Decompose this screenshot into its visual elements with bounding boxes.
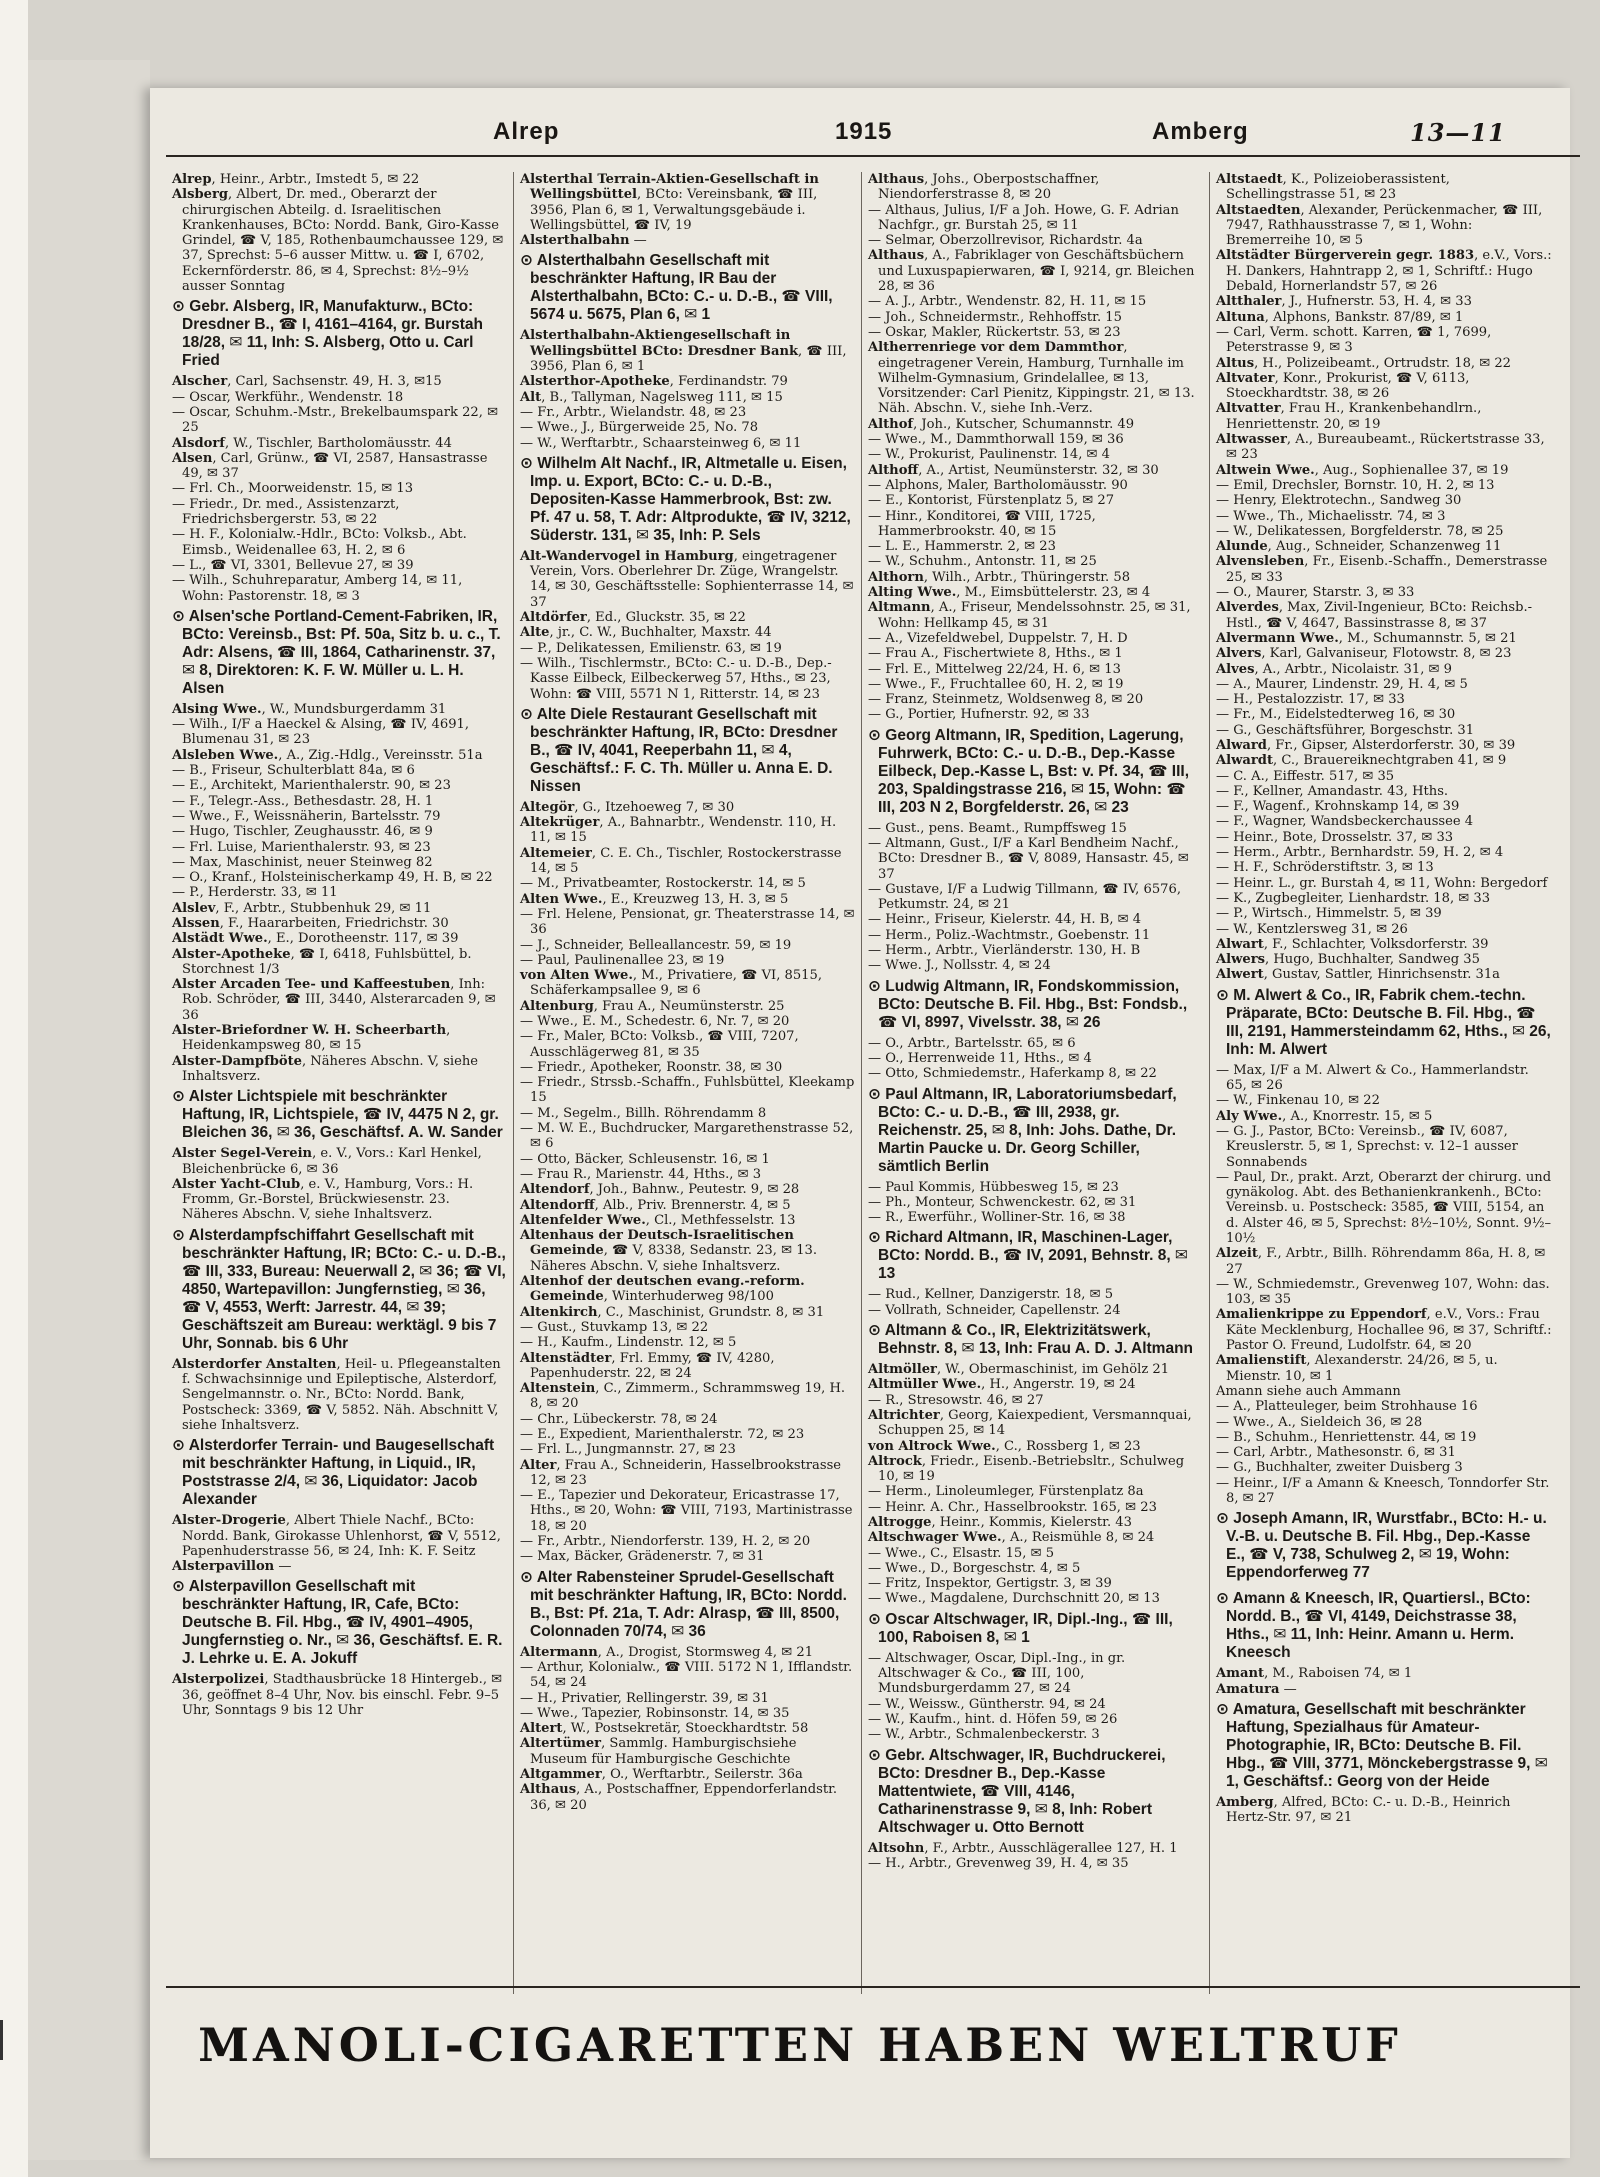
directory-entry: — H., Kaufm., Lindenstr. 12, ✉ 5: [520, 1335, 737, 1351]
directory-entry: — E., Expedient, Marienthalerstr. 72, ✉ 23: [520, 1427, 805, 1442]
directory-entry: — Alphons, Maler, Bartholomäusstr. 90: [868, 477, 1128, 493]
directory-column-4: [1210, 172, 1558, 1994]
directory-entry: — W., Finkenau 10, ✉ 22: [1216, 1093, 1380, 1109]
directory-entry: — J., Schneider, Belleallancestr. 59, ✉ 19: [520, 937, 792, 953]
directory-entry: — F., Kellner, Amandastr. 43, Hths.: [1216, 783, 1449, 799]
directory-entry: — Herm., Arbtr., Vierländerstr. 130, H. B: [868, 943, 1141, 959]
directory-entry: — Max, I/F a M. Alwert & Co., Hammerlandstr. 65, ✉ 26: [1216, 1062, 1529, 1094]
directory-entry: — H., Pestalozzistr. 17, ✉ 33: [1216, 692, 1405, 708]
directory-entry: — P., Herderstr. 33, ✉ 11: [172, 885, 338, 901]
directory-entry: — G., Portier, Hufnerstr. 92, ✉ 33: [868, 707, 1090, 723]
directory-entry: Altuna, Alphons, Bankstr. 87/89, ✉ 1: [1216, 309, 1464, 325]
directory-entry: — Frl. L., Jungmannstr. 27, ✉ 23: [520, 1442, 736, 1458]
directory-entry: — A., Maurer, Lindenstr. 29, H. 4, ✉ 5: [1216, 676, 1468, 692]
directory-entry: ⊙ Alsterdampfschiffahrt Gesellschaft mit beschränkter Haftung, IR; BCto: C.- u. D.-B., ☎ III, 333, Bureau: Neuerwall 2, ✉ 36; ☎ VI, 4850, Wartepavillon: Jungfernstieg, ✉ 36, ☎ V, 4553, Werft: Jarrestr. 44, ✉ 39; Geschäftszeit am Bureau: werktägl. 9 bis 7 Uhr, Sonnab. bis 6 Uhr: [172, 1226, 506, 1352]
directory-entry: — Wwe., J., Bürgerweide 25, No. 78: [520, 420, 759, 436]
directory-entry: Alster-Dampfböte, Näheres Abschn. V, siehe Inhaltsverz.: [172, 1053, 479, 1084]
directory-entry: Altenfelder Wwe., Cl., Methfesselstr. 13: [520, 1212, 796, 1228]
directory-entry: Altrichter, Georg, Kaiexpedient, Versmannquai, Schuppen 25, ✉ 14: [868, 1407, 1192, 1439]
directory-entry: — Henry, Elektrotechn., Sandweg 30: [1216, 493, 1462, 509]
directory-entry: Altendorf, Joh., Bahnw., Peutestr. 9, ✉ 28: [520, 1182, 800, 1198]
directory-entry: — K., Zugbegleiter, Lienhardstr. 18, ✉ 33: [1216, 890, 1491, 906]
directory-entry: Altenhaus der Deutsch-Israelitischen Gemeinde, ☎ V, 8338, Sedanstr. 23, ✉ 13. Näheres Abschn. V, siehe Inhaltsverz.: [520, 1228, 818, 1274]
directory-entry: Altstädter Bürgerverein gegr. 1883, e.V., Vors.: H. Dankers, Hahntrapp 2, ✉ 1, Schriftf.: Hugo Debald, Hornerlandstr 57, ✉ 26: [1216, 248, 1552, 295]
directory-entry: Altemeier, C. E. Ch., Tischler, Rostockerstrasse 14, ✉ 5: [520, 845, 842, 877]
directory-entry: Alves, A., Arbtr., Nicolaistr. 31, ✉ 9: [1216, 661, 1453, 677]
directory-entry: — Selmar, Oberzollrevisor, Richardstr. 4a: [868, 233, 1143, 249]
directory-entry: — Carl, Arbtr., Mathesonstr. 6, ✉ 31: [1216, 1445, 1456, 1461]
directory-entry: ⊙ Gebr. Altschwager, IR, Buchdruckerei, BCto: Dresdner B., Dep.-Kasse Mattentwiete, ☎ VIII, 4146, Catharinenstrasse 9, ✉ 8, Inh: Robert Altschwager u. Otto Bernott: [868, 1746, 1166, 1836]
directory-entry: Althaus, Johs., Oberpostschaffner, Niendorferstrasse 8, ✉ 20: [868, 172, 1100, 203]
directory-entry: — Carl, Verm. schott. Karren, ☎ 1, 7699, Peterstrasse 9, ✉ 3: [1216, 324, 1492, 356]
directory-entry: — Altmann, Gust., I/F a Karl Bendheim Nachf., BCto: Dresdner B., ☎ V, 8089, Hansastr. 45, ✉ 37: [868, 835, 1189, 882]
directory-entry: — W., Schmiedemstr., Grevenweg 107, Wohn: das. 103, ✉ 35: [1216, 1276, 1550, 1308]
header-rule: [166, 155, 1580, 157]
directory-entry: — G. J., Pastor, BCto: Vereinsb., ☎ IV, 6087, Kreuslerstr. 5, ✉ 1, Sprechst: v. 12–1 ausser Sonnabends: [1216, 1123, 1518, 1170]
directory-entry: Altenburg, Frau A., Neumünsterstr. 25: [520, 998, 785, 1014]
advertisement-banner: MANOLI-CIGARETTEN HABEN WELTRUF: [198, 2018, 1402, 2072]
directory-entry: — Wwe., M., Dammthorwall 159, ✉ 36: [868, 432, 1124, 448]
directory-entry: — Herm., Poliz.-Wachtmstr., Goebenstr. 11: [868, 927, 1151, 943]
directory-entry: Alward, Fr., Gipser, Alsterdorferstr. 30, ✉ 39: [1216, 737, 1516, 753]
directory-entry: — G., Buchhalter, zweiter Duisberg 3: [1216, 1460, 1463, 1476]
directory-entry: — Wwe., C., Elsastr. 15, ✉ 5: [868, 1545, 1055, 1561]
directory-entry: Alte, jr., C. W., Buchhalter, Maxstr. 44: [520, 625, 772, 641]
directory-entry: — O., Kranf., Holsteinischerkamp 49, H. B, ✉ 22: [172, 870, 493, 886]
directory-entry: — Wwe., D., Borgeschstr. 4, ✉ 5: [868, 1560, 1081, 1576]
directory-entry: — Friedr., Strssb.-Schaffn., Fuhlsbüttel, Kleekamp 15: [520, 1075, 855, 1106]
directory-entry: ⊙ Amann & Kneesch, IR, Quartiersl., BCto: Nordd. B., ☎ VI, 4149, Deichstrasse 38, Hths., ✉ 11, Inh: Heinr. Amann u. Herm. Kneesch: [1216, 1590, 1531, 1662]
directory-entry: — Wilh., Tischlermstr., BCto: C.- u. D.-B., Dep.-Kasse Eilbeck, Eilbeckerweg 57, Hths., ✉ 23, Wohn: ☎ VIII, 5571 N 1, Ritterstr. 14, ✉ 23: [520, 655, 832, 702]
directory-entry: — Heinr., Friseur, Kielerstr. 44, H. B, ✉ 4: [868, 912, 1142, 928]
directory-entry: — O., Arbtr., Bartelsstr. 65, ✉ 6: [868, 1035, 1076, 1051]
directory-entry: Alsdorf, W., Tischler, Bartholomäusstr. 44: [172, 435, 452, 451]
directory-entry: — A. J., Arbtr., Wendenstr. 82, H. 11, ✉ 15: [868, 294, 1147, 310]
directory-entry: ⊙ Alsterpavillon Gesellschaft mit beschränkter Haftung, IR, Cafe, BCto: Deutsche B. Fil. Hbg., ☎ IV, 4901–4905, Jungfernstieg o. Nr., ✉ 36, Geschäftsf. E. R. J. Lehrke u. E. A. Jokuff: [172, 1578, 503, 1668]
directory-entry: — H. F., Schröderstiftstr. 3, ✉ 13: [1216, 860, 1434, 876]
directory-entry: ⊙ Alsterthalbahn Gesellschaft mit beschränkter Haftung, IR Bau der Alsterthalbahn, BCto: C.- u. D.-B., ☎ VIII, 5674 u. 5675, Plan 6, ✉ 1: [520, 252, 833, 324]
directory-entry: Altgammer, O., Werftarbtr., Seilerstr. 36a: [520, 1767, 803, 1783]
directory-entry: — E., Kontorist, Fürstenplatz 5, ✉ 27: [868, 493, 1115, 509]
directory-entry: Alwert, Gustav, Sattler, Hinrichsenstr. 31a: [1216, 967, 1500, 983]
directory-entry: — C. A., Eiffestr. 517, ✉ 35: [1216, 768, 1395, 784]
directory-entry: Altekrüger, A., Bahnarbtr., Wendenstr. 110, H. 11, ✉ 15: [520, 815, 837, 846]
directory-entry: — Vollrath, Schneider, Capellenstr. 24: [868, 1302, 1121, 1318]
directory-entry: — Fr., Arbtr., Wielandstr. 48, ✉ 23: [520, 404, 747, 420]
directory-entry: — B., Friseur, Schulterblatt 84a, ✉ 6: [172, 763, 415, 779]
directory-entry: Altherrenriege vor dem Dammthor, eingetragener Verein, Hamburg, Turnhalle im Wilhelm-Gymnasium, Grindelallee, ✉ 13, Vorsitzender: Carl Pienitz, Kippingstr. 21, ✉ 13. Näh. Abschn. V., siehe Inh.-Verz.: [868, 340, 1195, 417]
directory-entry: Altegör, G., Itzehoeweg 7, ✉ 30: [520, 799, 735, 815]
directory-entry: — Rud., Kellner, Danzigerstr. 18, ✉ 5: [868, 1287, 1114, 1303]
directory-columns: [166, 172, 1566, 1994]
directory-entry: Alster Segel-Verein, e. V., Vors.: Karl Henkel, Bleichenbrücke 6, ✉ 36: [172, 1146, 482, 1177]
directory-entry: — Wwe., Th., Michaelisstr. 74, ✉ 3: [1216, 508, 1446, 524]
directory-entry: Amann siehe auch Ammann: [1216, 1383, 1401, 1399]
directory-entry: Amatura —: [1216, 1681, 1297, 1697]
directory-entry: — P., Delikatessen, Emilienstr. 63, ✉ 19: [520, 640, 782, 656]
directory-entry: Alsleben Wwe., A., Zig.-Hdlg., Vereinsstr. 51a: [172, 747, 483, 763]
directory-entry: — Wwe. J., Nollsstr. 4, ✉ 24: [868, 958, 1051, 974]
directory-entry: — Herm., Arbtr., Bernhardstr. 59, H. 2, ✉ 4: [1216, 845, 1504, 861]
directory-entry: — Fritz, Inspektor, Gertigstr. 3, ✉ 39: [868, 1576, 1112, 1592]
directory-entry: — Frau A., Fischertwiete 8, Hths., ✉ 1: [868, 646, 1123, 662]
directory-entry: Altenstädter, Frl. Emmy, ☎ IV, 4280, Papenhuderstr. 22, ✉ 24: [520, 1350, 775, 1381]
directory-entry: Altendorff, Alb., Priv. Brennerstr. 4, ✉ 5: [520, 1197, 791, 1213]
directory-entry: — Frl. Ch., Moorweidenstr. 15, ✉ 13: [172, 481, 414, 497]
directory-entry: — Fr., Arbtr., Niendorferstr. 139, H. 2, ✉ 20: [520, 1534, 811, 1550]
directory-entry: Amberg, Alfred, BCto: C.- u. D.-B., Heinrich Hertz-Str. 97, ✉ 21: [1216, 1794, 1511, 1826]
directory-entry: ⊙ Alsterdorfer Terrain- und Baugesellschaft mit beschränkter Haftung, in Liquid., IR, Poststrasse 2/4, ✉ 36, Liquidator: Jacob Alexander: [172, 1437, 495, 1509]
directory-entry: — Heinr. L., gr. Burstah 4, ✉ 11, Wohn: Bergedorf: [1216, 875, 1548, 891]
directory-entry: Altvatter, Frau H., Krankenbehandlrn., Henriettenstr. 20, ✉ 19: [1216, 401, 1482, 432]
directory-entry: Alt, B., Tallyman, Nagelsweg 111, ✉ 15: [520, 389, 783, 405]
directory-entry: — Arthur, Kolonialw., ☎ VIII. 5172 N 1, Ifflandstr. 54, ✉ 24: [520, 1659, 853, 1691]
directory-entry: — A., Vizefeldwebel, Duppelstr. 7, H. D: [868, 630, 1128, 646]
directory-entry: — Heinr., Bote, Drosselstr. 37, ✉ 33: [1216, 829, 1454, 845]
directory-entry: — A., Platteuleger, beim Strohhause 16: [1216, 1399, 1478, 1415]
directory-entry: — Oscar, Schuhm.-Mstr., Brekelbaumspark 22, ✉ 25: [172, 404, 499, 436]
running-head-year: 1915: [835, 118, 893, 145]
directory-entry: ⊙ Paul Altmann, IR, Laboratoriumsbedarf, BCto: C.- u. D.-B., ☎ III, 2938, gr. Reichenstr. 25, ✉ 8, Inh: Johs. Dathe, Dr. Martin Paucke u. Dr. Georg Schiller, sämtlich Berlin: [868, 1085, 1177, 1175]
directory-entry: ⊙ Amatura, Gesellschaft mit beschränkter Haftung, Spezialhaus für Amateur-Photographie, IR, BCto: Deutsche B. Fil. Hbg., ☎ VIII, 3771, Mönckebergstrasse 9, ✉ 1, Geschäftsf.: Georg von der Heide: [1216, 1700, 1548, 1790]
directory-entry: Altmüller Wwe., H., Angerstr. 19, ✉ 24: [868, 1377, 1136, 1393]
directory-entry: ⊙ Wilhelm Alt Nachf., IR, Altmetalle u. Eisen, Imp. u. Export, BCto: C.- u. D.-B., Depositen-Kasse Hammerbrook, Bst: zw. Pf. 47 u. 58, T. Adr: Altprodukte, ☎ IV, 3212, Süderstr. 131, ✉ 35, Inh: P. Sels: [520, 454, 851, 544]
directory-entry: Altrogge, Heinr., Kommis, Kielerstr. 43: [868, 1515, 1132, 1530]
directory-entry: — Otto, Bäcker, Schleusenstr. 16, ✉ 1: [520, 1151, 770, 1167]
directory-entry: — Otto, Schmiedemstr., Haferkamp 8, ✉ 22: [868, 1066, 1157, 1082]
directory-entry: Alster-Briefordner W. H. Scheerbarth, Heidenkampsweg 80, ✉ 15: [172, 1023, 451, 1054]
directory-entry: ⊙ Alster Lichtspiele mit beschränkter Haftung, IR, Lichtspiele, ☎ IV, 4475 N 2, gr. Bleichen 36, ✉ 36, Geschäftsf. A. W. Sander: [172, 1088, 503, 1142]
directory-entry: — Wwe., Tapezier, Robinsonstr. 14, ✉ 35: [520, 1705, 790, 1721]
directory-entry: Altstaedten, Alexander, Perückenmacher, ☎ III, 7947, Rathhausstrasse 7, ✉ 1, Wohn: Bremerreihe 10, ✉ 5: [1216, 202, 1543, 249]
directory-entry: Alsterdorfer Anstalten, Heil- u. Pflegeanstalten f. Schwachsinnige und Epileptische, Alsterdorf, Sengelmannstr. o. Nr., BCto: Nordd. Bank, Postscheck: 3369, ☎ V, 5852. Näh. Abschnitt V, siehe Inhaltsverz.: [172, 1356, 501, 1433]
directory-entry: Alster Yacht-Club, e. V., Hamburg, Vors.: H. Fromm, Gr.-Borstel, Brückwiesenstr. 23. Näheres Abschn. V, siehe Inhaltsverz.: [172, 1176, 474, 1223]
directory-entry: Altenhof der deutschen evang.-reform. Gemeinde, Winterhuderweg 98/100: [520, 1274, 805, 1305]
directory-entry: — Fr., Maler, BCto: Volksb., ☎ VIII, 7207, Ausschlägerweg 81, ✉ 35: [520, 1029, 799, 1060]
directory-entry: — G., Geschäftsführer, Borgeschstr. 31: [1216, 722, 1475, 738]
directory-entry: Alvensleben, Fr., Eisenb.-Schaffn., Demerstrasse 25, ✉ 33: [1216, 554, 1548, 585]
directory-entry: Altus, H., Polizeibeamt., Ortrudstr. 18, ✉ 22: [1216, 355, 1512, 371]
directory-entry: ⊙ Ludwig Altmann, IR, Fondskommission, BCto: Deutsche B. Fil. Hbg., Bst: Fondsb., ☎ VI, 8997, Vivelsstr. 38, ✉ 26: [868, 977, 1188, 1031]
directory-entry: — W., Weissw., Güntherstr. 94, ✉ 24: [868, 1696, 1106, 1712]
directory-entry: Althoff, A., Artist, Neumünsterstr. 32, ✉ 30: [868, 462, 1159, 478]
directory-entry: — O., Maurer, Starstr. 3, ✉ 33: [1216, 585, 1415, 601]
directory-entry: — W., Delikatessen, Borgfelderstr. 78, ✉ 25: [1216, 523, 1504, 539]
directory-entry: Alunde, Aug., Schneider, Schanzenweg 11: [1216, 539, 1502, 555]
directory-entry: — Wwe., E. M., Schedestr. 6, Nr. 7, ✉ 20: [520, 1013, 790, 1029]
directory-entry: — Ph., Monteur, Schwenckestr. 62, ✉ 31: [868, 1194, 1137, 1210]
directory-entry: ⊙ Alte Diele Restaurant Gesellschaft mit beschränkter Haftung, IR, BCto: Dresdner B., ☎ IV, 4041, Reeperbahn 11, ✉ 4, Geschäftsf.: F. C. Th. Müller u. Anna E. D. Nissen: [520, 705, 838, 795]
directory-entry: Alvers, Karl, Galvaniseur, Flotowstr. 8, ✉ 23: [1216, 646, 1512, 662]
directory-entry: — Frau R., Marienstr. 44, Hths., ✉ 3: [520, 1166, 762, 1182]
directory-entry: Altwasser, A., Bureaubeamt., Rückertstrasse 33, ✉ 23: [1216, 432, 1545, 463]
directory-entry: — Heinr. A. Chr., Hasselbrookstr. 165, ✉ 23: [868, 1499, 1157, 1515]
directory-entry: — H., Arbtr., Grevenweg 39, H. 4, ✉ 35: [868, 1855, 1129, 1871]
directory-entry: — Max, Maschinist, neuer Steinweg 82: [172, 854, 433, 870]
directory-entry: — F., Wagner, Wandsbeckerchaussee 4: [1216, 814, 1474, 830]
directory-entry: Alzeit, F., Arbtr., Billh. Röhrendamm 86a, H. 8, ✉ 27: [1216, 1246, 1546, 1277]
directory-entry: ⊙ Richard Altmann, IR, Maschinen-Lager, BCto: Nordd. B., ☎ IV, 2091, Behnstr. 8, ✉ 13: [868, 1229, 1188, 1283]
directory-entry: — Wwe., F., Weissnäherin, Bartelsstr. 79: [172, 808, 441, 824]
directory-entry: Alsen, Carl, Grünw., ☎ VI, 2587, Hansastrasse 49, ✉ 37: [172, 450, 488, 482]
directory-entry: — Herm., Linoleumleger, Fürstenplatz 8a: [868, 1484, 1144, 1500]
directory-entry: Alter, Frau A., Schneiderin, Hasselbrookstrasse 12, ✉ 23: [520, 1457, 842, 1488]
directory-entry: — W., Schuhm., Antonstr. 11, ✉ 25: [868, 554, 1097, 570]
directory-entry: Altenkirch, C., Maschinist, Grundstr. 8, ✉ 31: [520, 1304, 825, 1320]
directory-entry: Altenstein, C., Zimmerm., Schrammsweg 19, H. 8, ✉ 20: [520, 1381, 846, 1412]
directory-entry: Alsterpavillon —: [172, 1559, 292, 1575]
directory-entry: — O., Herrenweide 11, Hths., ✉ 4: [868, 1050, 1092, 1066]
directory-entry: Alssen, F., Haararbeiten, Friedrichstr. 30: [172, 915, 449, 931]
directory-entry: — H. F., Kolonialw.-Hdlr., BCto: Volksb., Abt. Eimsb., Weidenallee 63, H. 2, ✉ 6: [172, 527, 467, 558]
directory-entry: Altmann, A., Friseur, Mendelssohnstr. 25, ✉ 31, Wohn: Hellkamp 45, ✉ 31: [868, 600, 1191, 631]
directory-entry: ⊙ Joseph Amann, IR, Wurstfabr., BCto: H.- u. V.-B. u. Deutsche B. Fil. Hbg., Dep.-Kasse E., ☎ V, 738, Schulweg 2, ✉ 19, Wohn: Eppendorferweg 77: [1216, 1510, 1547, 1582]
directory-entry: Altthaler, J., Hufnerstr. 53, H. 4, ✉ 33: [1216, 294, 1472, 310]
directory-entry: — E., Tapezier und Dekorateur, Ericastrasse 17, Hths., ✉ 20, Wohn: ☎ VIII, 7193, Martinistrasse 18, ✉ 20: [520, 1488, 853, 1534]
directory-entry: Alverdes, Max, Zivil-Ingenieur, BCto: Reichsb.-Hstl., ☎ V, 4647, Bassinstrasse 8, ✉ 37: [1216, 600, 1533, 631]
directory-entry: — M. W. E., Buchdrucker, Margarethenstrasse 52, ✉ 6: [520, 1121, 854, 1152]
directory-entry: Althof, Joh., Kutscher, Schumannstr. 49: [868, 416, 1135, 432]
directory-entry: — Friedr., Dr. med., Assistenzarzt, Friedrichsbergerstr. 53, ✉ 22: [172, 496, 400, 528]
directory-entry: — L., ☎ VI, 3301, Bellevue 27, ✉ 39: [172, 557, 414, 573]
directory-entry: Amant, M., Raboisen 74, ✉ 1: [1216, 1666, 1413, 1682]
directory-entry: Amalienkrippe zu Eppendorf, e.V., Vors.: Frau Käte Mecklenburg, Hochallee 96, ✉ 37, Schriftf.: Pastor O. Freund, Ludolfstr. 64, ✉ 20: [1216, 1307, 1552, 1354]
directory-entry: — W., Kaufm., hint. d. Höfen 59, ✉ 26: [868, 1711, 1118, 1727]
page-edge-mark: [0, 2020, 13, 2060]
directory-entry: Althorn, Wilh., Arbtr., Thüringerstr. 58: [868, 569, 1131, 585]
directory-entry: ⊙ M. Alwert & Co., IR, Fabrik chem.-techn. Präparate, BCto: Deutsche B. Fil. Hbg., ☎ III, 2191, Hammersteindamm 62, Hths., ✉ 26, Inh: M. Alwert: [1216, 986, 1551, 1058]
directory-entry: Altermann, A., Drogist, Stormsweg 4, ✉ 21: [520, 1644, 814, 1660]
directory-entry: — Wwe., A., Sieldeich 36, ✉ 28: [1216, 1414, 1423, 1430]
directory-entry: — Paul Kommis, Hübbesweg 15, ✉ 23: [868, 1179, 1119, 1195]
directory-entry: — Paul, Dr., prakt. Arzt, Oberarzt der chirurg. und gynäkolog. Abt. des Bethanienkrankenh., BCto: Vereinsb. u. Postscheck: 3585, ☎ VIII, 5154, an d. Alster 46, ✉ 5, Sprechst: 8½–10½, Sonnt. 9½–10½: [1216, 1169, 1552, 1246]
directory-entry: Alsterpolizei, Stadthausbrücke 18 Hintergeb., ✉ 36, geöffnet 8–4 Uhr, Nov. bis einschl. Febr. 9–5 Uhr, Sonntags 9 bis 12 Uhr: [172, 1672, 503, 1718]
directory-entry: Aly Wwe., A., Knorrestr. 15, ✉ 5: [1216, 1108, 1433, 1124]
directory-entry: Alwardt, C., Brauereiknechtgraben 41, ✉ 9: [1216, 753, 1507, 769]
directory-entry: — Frl. Luise, Marienthalerstr. 93, ✉ 23: [172, 839, 431, 855]
directory-entry: ⊙ Alsen'sche Portland-Cement-Fabriken, IR, BCto: Vereinsb., Bst: Pf. 50a, Sitz b. u. c., T. Adr: Alsens, ☎ III, 1864, Catharinenstr. 37, ✉ 8, Direktoren: K. F. W. Müller u. L. H. Alsen: [172, 607, 501, 697]
directory-entry: — Oscar, Werkführ., Wendenstr. 18: [172, 389, 404, 405]
directory-entry: — W., Werftarbtr., Schaarsteinweg 6, ✉ 11: [520, 435, 802, 451]
running-head-last-entry: Amberg: [1152, 118, 1249, 145]
directory-entry: Alster-Drogerie, Albert Thiele Nachf., BCto: Nordd. Bank, Girokasse Uhlenhorst, ☎ V, 5512, Papenhuderstrasse 56, ✉ 24, Inh: K. F. Seitz: [172, 1513, 501, 1559]
directory-entry: Alsterthalbahn-Aktiengesellschaft in Wellingsbüttel BCto: Dresdner Bank, ☎ III, 3956, Plan 6, ✉ 1: [520, 328, 847, 375]
directory-entry: Altstaedt, K., Polizeioberassistent, Schellingstrasse 51, ✉ 23: [1216, 172, 1450, 203]
directory-entry: Alsterthor-Apotheke, Ferdinandstr. 79: [520, 374, 788, 390]
directory-entry: Alstädt Wwe., E., Dorotheenstr. 117, ✉ 39: [172, 931, 459, 947]
directory-entry: Altert, W., Postsekretär, Stoeckhardtstr. 58: [520, 1721, 809, 1737]
footer-rule: [166, 1986, 1580, 1988]
directory-entry: — Gust., Stuvkamp 13, ✉ 22: [520, 1319, 709, 1335]
directory-entry: — R., Ewerführ., Wolliner-Str. 16, ✉ 38: [868, 1210, 1126, 1226]
directory-entry: — Altschwager, Oscar, Dipl.-Ing., in gr. Altschwager & Co., ☎ III, 100, Mundsburgerdamm 27, ✉ 24: [868, 1650, 1126, 1697]
directory-column-2: [514, 172, 862, 1994]
directory-entry: — Oskar, Makler, Rückertstr. 53, ✉ 23: [868, 324, 1121, 340]
directory-entry: — Wwe., F., Fruchtallee 60, H. 2, ✉ 19: [868, 676, 1124, 692]
directory-entry: Alsberg, Albert, Dr. med., Oberarzt der chirurgischen Abteilg. d. Israelitischen Krankenhauses, BCto: Nordd. Bank, Giro-Kasse Grindel, ☎ V, 185, Rothenbaumchaussee 129, ✉ 37, Sprechst: 5–6 ausser Mittw. u. ☎ I, 6702, Eckernförderstr. 86, ✉ 4, Sprechst: 8½–9½ ausser Sonntag: [172, 187, 504, 295]
directory-entry: — Chr., Lübeckerstr. 78, ✉ 24: [520, 1411, 718, 1427]
directory-entry: — Emil, Drechsler, Bornstr. 10, H. 2, ✉ 13: [1216, 477, 1495, 493]
directory-entry: Alsterthalbahn —: [520, 233, 647, 249]
directory-entry: — Gust., pens. Beamt., Rumpffsweg 15: [868, 820, 1127, 836]
directory-entry: Alvermann Wwe., M., Schumannstr. 5, ✉ 21: [1216, 630, 1517, 646]
directory-entry: ⊙ Oscar Altschwager, IR, Dipl.-Ing., ☎ III, 100, Raboisen 8, ✉ 1: [868, 1610, 1173, 1646]
page-binding-shadow: [28, 60, 150, 2160]
directory-entry: Alsing Wwe., W., Mundsburgerdamm 31: [172, 701, 447, 717]
directory-entry: — W., Kentzlersweg 31, ✉ 26: [1216, 921, 1408, 937]
directory-entry: Altsohn, F., Arbtr., Ausschlägerallee 127, H. 1: [868, 1840, 1178, 1856]
directory-entry: Altertümer, Sammlg. Hamburgischsiehe Museum für Hamburgische Geschichte: [520, 1736, 797, 1767]
directory-entry: Altwein Wwe., Aug., Sophienallee 37, ✉ 19: [1216, 462, 1509, 478]
directory-entry: — Frl. E., Mittelweg 22/24, H. 6, ✉ 13: [868, 661, 1121, 677]
directory-entry: von Alten Wwe., M., Privatiere, ☎ VI, 8515, Schäferkampsallee 9, ✉ 6: [520, 968, 823, 999]
directory-entry: Altmöller, W., Obermaschinist, im Gehölz 21: [868, 1362, 1170, 1378]
directory-entry: ⊙ Altmann & Co., IR, Elektrizitätswerk, Behnstr. 8, ✉ 13, Inh: Frau A. D. J. Altmann: [868, 1322, 1194, 1358]
directory-entry: Alscher, Carl, Sachsenstr. 49, H. 3, ✉15: [172, 374, 442, 390]
directory-entry: — Max, Bäcker, Grädenerstr. 7, ✉ 31: [520, 1549, 765, 1565]
running-head-first-entry: Alrep: [493, 118, 560, 145]
directory-entry: Alrep, Heinr., Arbtr., Imstedt 5, ✉ 22: [172, 172, 420, 187]
directory-entry: — Frl. Helene, Pensionat, gr. Theaterstrasse 14, ✉ 36: [520, 906, 855, 938]
directory-entry: — Hinr., Konditorei, ☎ VIII, 1725, Hammerbrookstr. 40, ✉ 15: [868, 508, 1096, 539]
directory-entry: — Fr., M., Eidelstedterweg 16, ✉ 30: [1216, 707, 1456, 723]
directory-entry: Altrock, Friedr., Eisenb.-Betriebsltr., Schulweg 10, ✉ 19: [868, 1453, 1185, 1485]
directory-entry: — Paul, Paulinenallee 23, ✉ 19: [520, 952, 725, 968]
directory-entry: Altschwager Wwe., A., Reismühle 8, ✉ 24: [868, 1530, 1155, 1546]
directory-entry: — E., Architekt, Marienthalerstr. 90, ✉ 23: [172, 778, 451, 794]
directory-column-3: [862, 172, 1210, 1994]
directory-entry: — W., Prokurist, Paulinenstr. 14, ✉ 4: [868, 447, 1111, 463]
page-number: 13—11: [1410, 118, 1506, 147]
directory-entry: — Friedr., Apotheker, Roonstr. 38, ✉ 30: [520, 1059, 783, 1075]
directory-entry: — Franz, Steinmetz, Woldsenweg 8, ✉ 20: [868, 692, 1144, 708]
directory-entry: — Heinr., I/F a Amann & Kneesch, Tonndorfer Str. 8, ✉ 27: [1216, 1475, 1550, 1507]
directory-entry: — Joh., Schneidermstr., Rehhoffstr. 15: [868, 309, 1122, 325]
directory-entry: Althaus, A., Postschaffner, Eppendorferlandstr. 36, ✉ 20: [520, 1782, 838, 1813]
directory-entry: Alten Wwe., E., Kreuzweg 13, H. 3, ✉ 5: [520, 891, 789, 907]
directory-entry: — F., Telegr.-Ass., Bethesdastr. 28, H. 1: [172, 793, 434, 809]
directory-entry: — R., Stresowstr. 46, ✉ 27: [868, 1392, 1044, 1408]
directory-entry: Altvater, Konr., Prokurist, ☎ V, 6113, Stoeckhardtstr. 38, ✉ 26: [1216, 370, 1470, 402]
directory-entry: — Wilh., I/F a Haeckel & Alsing, ☎ IV, 4691, Blumenau 31, ✉ 23: [172, 717, 470, 748]
directory-entry: Althaus, A., Fabriklager von Geschäftsbüchern und Luxuspapierwaren, ☎ I, 9214, gr. Bleichen 28, ✉ 36: [868, 248, 1195, 295]
directory-entry: Altdörfer, Ed., Gluckstr. 35, ✉ 22: [520, 610, 746, 626]
directory-entry: Alt-Wandervogel in Hamburg, eingetragener Verein, Vors. Oberlehrer Dr. Züge, Wrangelstr. 14, ✉ 30, Geschäftsstelle: Sophienterrasse 14, ✉ 37: [520, 548, 854, 610]
directory-entry: — Wwe., Magdalene, Durchschnitt 20, ✉ 13: [868, 1591, 1160, 1607]
directory-entry: — L. E., Hammerstr. 2, ✉ 23: [868, 539, 1056, 555]
directory-entry: Alsterthal Terrain-Aktien-Gesellschaft in Wellingsbüttel, BCto: Vereinsbank, ☎ III, 3956, Plan 6, ✉ 1, Verwaltungsgebäude i. Wellingsbüttel, ☎ IV, 19: [520, 172, 819, 233]
directory-entry: — P., Wirtsch., Himmelstr. 5, ✉ 39: [1216, 906, 1442, 922]
directory-entry: ⊙ Gebr. Alsberg, IR, Manufakturw., BCto: Dresdner B., ☎ I, 4161–4164, gr. Burstah 18/28, ✉ 11, Inh: S. Alsberg, Otto u. Carl Fried: [172, 298, 484, 370]
directory-entry: Alwart, F., Schlachter, Volksdorferstr. 39: [1216, 936, 1489, 952]
directory-entry: Alslev, F., Arbtr., Stubbenhuk 29, ✉ 11: [172, 900, 432, 916]
directory-entry: — M., Privatbeamter, Rostockerstr. 14, ✉ 5: [520, 876, 806, 892]
directory-entry: — W., Arbtr., Schmalenbeckerstr. 3: [868, 1727, 1100, 1743]
directory-entry: von Altrock Wwe., C., Rossberg 1, ✉ 23: [868, 1438, 1141, 1454]
directory-entry: ⊙ Georg Altmann, IR, Spedition, Lagerung, Fuhrwerk, BCto: C.- u. D.-B., Dep.-Kasse Eilbeck, Dep.-Kasse L, Bst: v. Pf. 34, ☎ III, 203, Spaldingstrasse 216, ✉ 15, Wohn: ☎ III, 203 N 2, Borgfelderstr. 26, ✉ 23: [868, 726, 1190, 816]
left-margin: [0, 0, 28, 2177]
directory-entry: — B., Schuhm., Henriettenstr. 44, ✉ 19: [1216, 1429, 1477, 1445]
directory-entry: Amalienstift, Alexanderstr. 24/26, ✉ 5, u. Mienstr. 10, ✉ 1: [1216, 1353, 1498, 1384]
directory-entry: — Wilh., Schuhreparatur, Amberg 14, ✉ 11, Wohn: Pastorenstr. 18, ✉ 3: [172, 573, 463, 604]
directory-entry: Alster-Apotheke, ☎ I, 6418, Fuhlsbüttel, b. Storchnest 1/3: [172, 946, 472, 977]
directory-entry: ⊙ Alter Rabensteiner Sprudel-Gesellschaft mit beschränkter Haftung, IR, BCto: Nordd. B., Bst: Pf. 21a, T. Adr: Alrasp, ☎ III, 8500, Colonnaden 70/74, ✉ 36: [520, 1568, 847, 1640]
directory-entry: — H., Privatier, Rellingerstr. 39, ✉ 31: [520, 1690, 769, 1706]
directory-entry: — Gustave, I/F a Ludwig Tillmann, ☎ IV, 6576, Petkumstr. 24, ✉ 21: [868, 881, 1181, 913]
directory-entry: Alster Arcaden Tee- und Kaffeestuben, Inh: Rob. Schröder, ☎ III, 3440, Alsterarcaden 9, ✉ 36: [172, 977, 496, 1023]
directory-entry: Alting Wwe., M., Eimsbüttelerstr. 23, ✉ 4: [868, 585, 1151, 601]
directory-entry: — Hugo, Tischler, Zeughausstr. 46, ✉ 9: [172, 824, 433, 840]
directory-entry: — Althaus, Julius, I/F a Joh. Howe, G. F. Adrian Nachfgr., gr. Burstah 25, ✉ 11: [868, 202, 1179, 233]
directory-entry: — M., Segelm., Billh. Röhrendamm 8: [520, 1105, 767, 1121]
directory-column-1: [166, 172, 514, 1994]
directory-entry: Alwers, Hugo, Buchhalter, Sandweg 35: [1216, 952, 1480, 968]
directory-entry: — F., Wagenf., Krohnskamp 14, ✉ 39: [1216, 799, 1460, 815]
